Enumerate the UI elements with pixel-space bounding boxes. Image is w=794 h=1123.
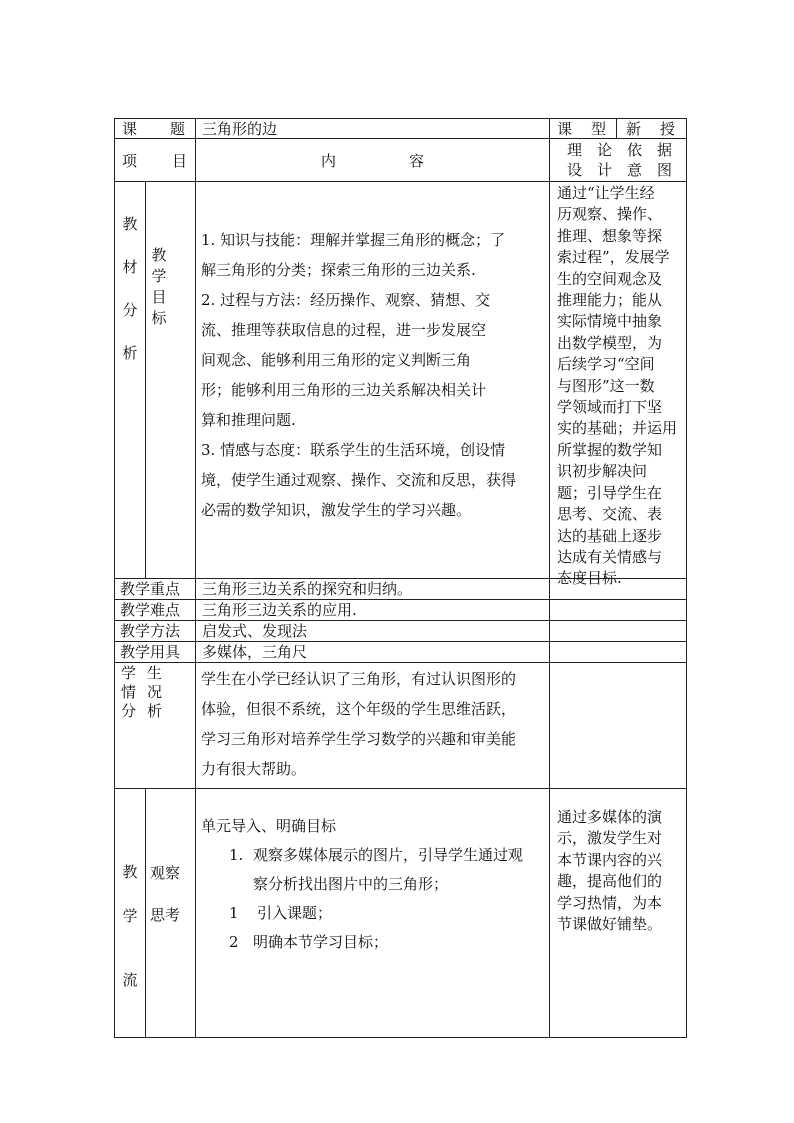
basis-char: 据	[657, 141, 673, 159]
objective-content	[201, 225, 547, 525]
row-value-difficulty: 三角形三边关系的应用.	[202, 601, 357, 619]
content-line: 力有很大帮助。	[201, 760, 307, 778]
label-char: 情	[121, 683, 137, 701]
content-line: 间观念、能够利用三角形的定义判断三角	[201, 351, 472, 369]
basis-line: 索过程”，发展学	[557, 248, 670, 267]
basis-line: 态度目标.	[557, 569, 622, 588]
basis-char: 设	[567, 161, 583, 179]
row-value-key-point: 三角形三边关系的探究和归纳。	[202, 580, 413, 598]
basis-line: 节课做好铺垫。	[557, 915, 663, 934]
basis-line: 学习热情，为本	[557, 893, 663, 912]
sub-label-line: 思考	[150, 906, 181, 924]
col-header-basis-line1	[567, 140, 673, 160]
table-rule	[114, 599, 686, 600]
item-number: 1	[229, 904, 239, 922]
content-line: 流、推理等获取信息的过程，进一步发展空	[201, 321, 487, 339]
basis-char: 意	[627, 161, 643, 179]
basis-line: 实的基础；并运用	[557, 419, 678, 438]
label-char: 分	[122, 301, 138, 319]
basis-line: 实际情境中抽象	[557, 312, 663, 331]
label-char: 分	[121, 702, 137, 720]
objective-sub-label	[149, 245, 169, 329]
process-item-1-cont: 察分析找出图片中的三角形；	[253, 875, 449, 893]
basis-line: 本节课内容的兴	[557, 850, 663, 869]
basis-line: 后续学习“空间	[557, 355, 655, 374]
table-rule	[145, 788, 146, 1038]
table-rule	[145, 181, 146, 578]
item-text: 引入课题；	[257, 904, 333, 922]
process-item-3	[201, 928, 547, 957]
table-border-top	[114, 118, 686, 119]
label-char: 标	[151, 309, 167, 327]
header-label-xing: 型	[591, 120, 607, 138]
col-header-xiang: 项	[122, 152, 138, 170]
row-value-method: 启发式、发现法	[202, 622, 308, 640]
content-line: 算和推理问题.	[201, 411, 296, 429]
basis-line: 推理能力；能从	[557, 291, 663, 310]
basis-line: 与图形”这一数	[557, 376, 655, 395]
process-heading: 单元导入、明确目标	[201, 817, 337, 835]
basis-line: 示，激发学生对	[557, 829, 663, 848]
table-rule	[114, 181, 686, 182]
basis-line: 生的空间观念及	[557, 269, 663, 288]
process-item-1	[201, 841, 547, 870]
col-header-nei: 内	[321, 152, 337, 170]
col-header-mu: 目	[172, 152, 188, 170]
label-char: 材	[122, 258, 138, 276]
row-value-tools: 多媒体，三角尺	[202, 643, 308, 661]
table-rule	[616, 118, 617, 139]
process-group-label	[120, 850, 140, 1002]
label-char: 析	[147, 702, 163, 720]
label-char: 教	[122, 863, 138, 881]
lesson-type-1: 新	[626, 120, 642, 138]
process-content	[201, 812, 547, 957]
content-line: 必需的数学知识，激发学生的学习兴趣。	[201, 501, 472, 519]
student-label-row	[121, 664, 181, 683]
table-border-bottom	[114, 1037, 686, 1038]
student-label-row	[121, 702, 181, 721]
label-char: 况	[147, 683, 163, 701]
process-sub-label	[150, 852, 180, 936]
basis-char: 理	[567, 141, 583, 159]
item-text: 明确本节学习目标；	[253, 933, 389, 951]
table-rule	[549, 118, 550, 1038]
basis-char: 图	[657, 161, 673, 179]
basis-line: 趣，提高他们的	[557, 872, 663, 891]
table-rule	[195, 118, 196, 1038]
label-char: 流	[122, 971, 138, 989]
student-analysis-content	[201, 664, 547, 784]
col-header-basis-line2	[567, 160, 673, 180]
material-group-label	[120, 203, 140, 375]
content-line: 境，使学生通过观察、操作、交流和反思，获得	[201, 471, 517, 489]
table-border-left	[114, 118, 115, 1038]
basis-line: 通过多媒体的演	[557, 808, 663, 826]
table-rule	[114, 620, 686, 621]
row-label-tools: 教学用具	[120, 643, 181, 661]
basis-char: 依	[627, 141, 643, 159]
content-line: 学生在小学已经认识了三角形，有过认识图形的	[201, 670, 517, 688]
process-design-basis	[557, 807, 685, 935]
item-text: 观察多媒体展示的图片，引导学生通过观	[253, 846, 524, 864]
col-header-rong: 容	[409, 152, 425, 170]
basis-line: 学领域而打下坚	[557, 398, 663, 417]
basis-line: 出数学模型，为	[557, 333, 663, 352]
row-label-key-point: 教学重点	[120, 580, 181, 598]
label-char: 教	[151, 246, 167, 264]
basis-line: 达成有关情感与	[557, 547, 663, 566]
label-char: 学	[151, 267, 167, 285]
table-rule	[114, 662, 686, 663]
table-border-right	[686, 118, 687, 1038]
label-char: 生	[147, 664, 163, 682]
student-label	[121, 664, 181, 721]
basis-line: 所掌握的数学知	[557, 440, 663, 459]
table-rule	[114, 641, 686, 642]
label-char: 目	[151, 288, 167, 306]
label-char: 学	[122, 907, 138, 925]
basis-line: 题；引导学生在	[557, 483, 663, 502]
sub-label-line: 观察	[150, 864, 181, 882]
basis-line: 推理、想象等探	[557, 226, 663, 245]
label-char: 教	[122, 215, 138, 233]
basis-line: 达的基础上逐步	[557, 526, 663, 545]
lesson-title: 三角形的边	[202, 120, 278, 138]
content-line: 3. 情感与态度：联系学生的生活环境，创设情	[201, 441, 506, 459]
basis-line: 历观察、操作、	[557, 205, 663, 224]
material-design-basis	[557, 183, 685, 590]
process-item-2	[201, 899, 547, 928]
content-line: 形；能够利用三角形的三边关系解决相关计	[201, 381, 487, 399]
basis-char: 论	[597, 141, 613, 159]
basis-line: 识初步解决问	[557, 462, 648, 481]
basis-line: 通过“让学生经	[557, 184, 655, 202]
content-line: 1. 知识与技能：理解并掌握三角形的概念；了	[201, 231, 506, 249]
content-line: 体验，但很不系统，这个年级的学生思维活跃，	[201, 700, 517, 718]
header-label-ke2: 课	[557, 120, 573, 138]
header-label-ke: 课	[122, 120, 138, 138]
lesson-type-2: 授	[660, 120, 676, 138]
table-rule	[114, 138, 686, 139]
item-number: 2	[229, 933, 239, 951]
item-number: 1.	[229, 846, 244, 864]
basis-line: 思考、交流、表	[557, 505, 663, 524]
label-char: 析	[122, 344, 138, 362]
basis-char: 计	[597, 161, 613, 179]
content-line: 2. 过程与方法：经历操作、观察、猜想、交	[201, 291, 491, 309]
label-char: 学	[121, 664, 137, 682]
content-line: 解三角形的分类；探索三角形的三边关系.	[201, 261, 476, 279]
content-line: 学习三角形对培养学生学习数学的兴趣和审美能	[201, 730, 517, 748]
row-label-difficulty: 教学难点	[120, 601, 181, 619]
table-rule	[114, 788, 686, 789]
student-label-row	[121, 683, 181, 702]
header-label-ti: 题	[170, 120, 186, 138]
row-label-method: 教学方法	[120, 622, 181, 640]
